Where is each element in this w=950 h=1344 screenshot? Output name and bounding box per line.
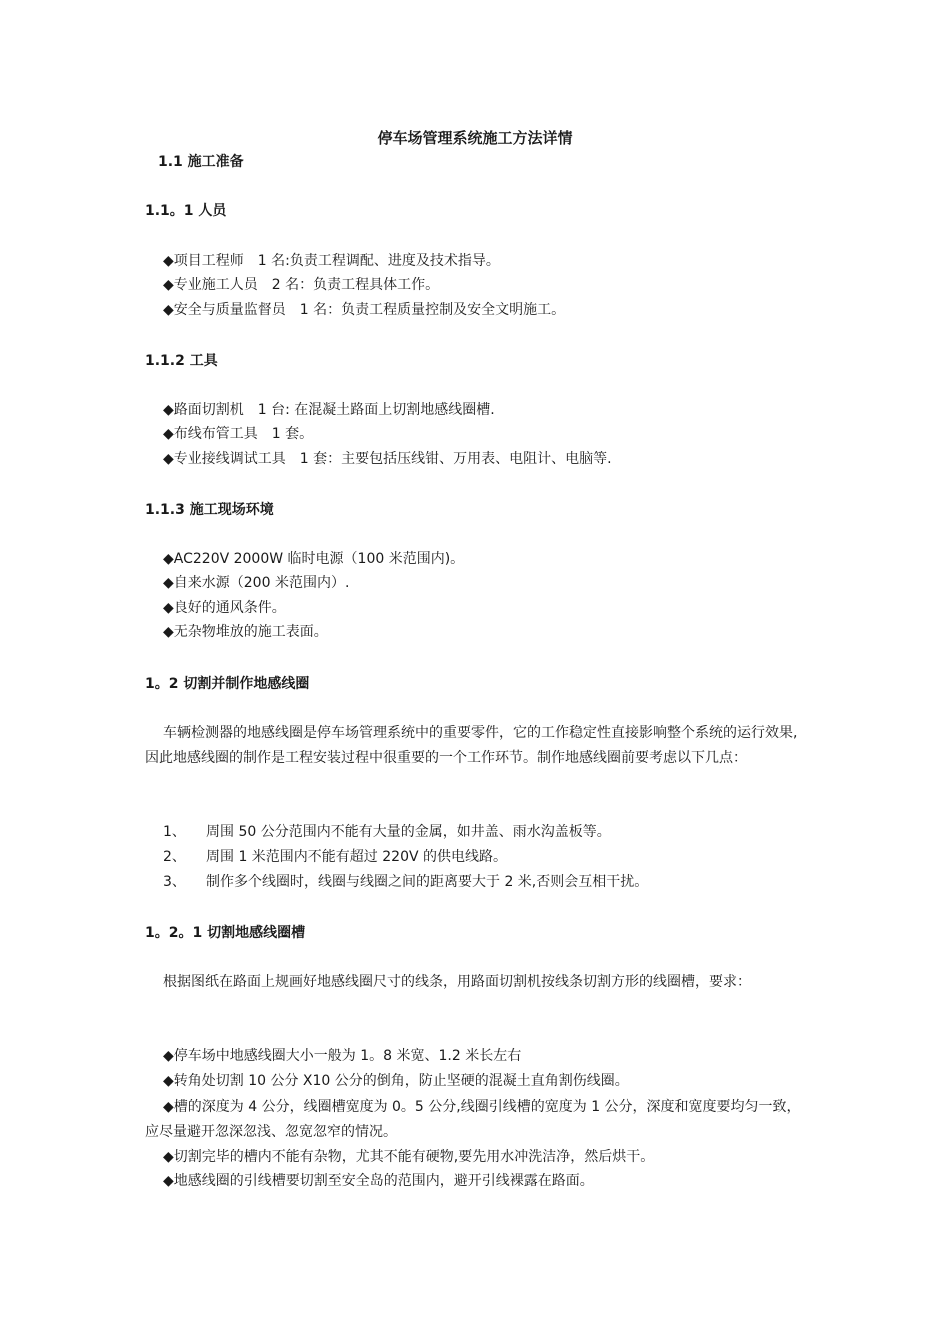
numbered-point: [163, 846, 507, 868]
document-title: 停车场管理系统施工方法详情: [377, 129, 573, 147]
env-item: ◆AC220V 2000W 临时电源（100 米范围内)。: [163, 551, 465, 567]
point-text: 制作多个线圈时，线圈与线圈之间的距离要大于 2 米,否则会互相干扰。: [206, 874, 649, 890]
heading-1-1-2: 1.1.2 工具: [145, 353, 218, 369]
heading-1-1-3: 1.1.3 施工现场环境: [145, 502, 274, 518]
numbered-point: [163, 821, 611, 843]
paragraph-1-2-1: 根据图纸在路面上规画好地感线圈尺寸的线条，用路面切割机按线条切割方形的线圈槽，要求：: [163, 974, 751, 990]
requirement-item: ◆切割完毕的槽内不能有杂物，尤其不能有硬物,要先用水冲洗洁净，然后烘干。: [163, 1149, 655, 1165]
point-number: 1、: [163, 824, 186, 840]
point-text: 周围 1 米范围内不能有超过 220V 的供电线路。: [206, 849, 508, 865]
point-number: 2、: [163, 849, 186, 865]
tool-item: ◆专业接线调试工具 1 套：主要包括压线钳、万用表、电阻计、电脑等.: [163, 451, 612, 467]
requirement-item: ◆转角处切割 10 公分 X10 公分的倒角，防止坚硬的混凝土直角割伤线圈。: [163, 1073, 629, 1089]
tool-item: ◆布线布管工具 1 套。: [163, 426, 314, 442]
point-number: 3、: [163, 874, 186, 890]
tool-item: ◆路面切割机 1 台: 在混凝土路面上切割地感线圈槽.: [163, 402, 495, 418]
numbered-point: [163, 871, 648, 893]
heading-1-2: 1。2 切割并制作地感线圈: [145, 676, 310, 692]
heading-1-1: 1.1 施工准备: [158, 154, 244, 170]
people-item: ◆安全与质量监督员 1 名：负责工程质量控制及安全文明施工。: [163, 302, 566, 318]
env-item: ◆自来水源（200 米范围内）.: [163, 575, 350, 591]
people-item: ◆项目工程师 1 名:负责工程调配、进度及技术指导。: [163, 253, 500, 269]
point-text: 周围 50 公分范围内不能有大量的金属，如井盖、雨水沟盖板等。: [206, 824, 611, 840]
requirement-item: ◆停车场中地感线圈大小一般为 1。8 米宽、1.2 米长左右: [163, 1048, 522, 1064]
requirement-item: ◆槽的深度为 4 公分，线圈槽宽度为 0。5 公分,线圈引线槽的宽度为 1 公分，深度和宽度要均匀一致，应尽量避开忽深忽浅、忽宽忽窄的情况。: [145, 1099, 801, 1140]
paragraph-1-2: 车辆检测器的地感线圈是停车场管理系统中的重要零件，它的工作稳定性直接影响整个系统的运行效果,因此地感线圈的制作是工程安装过程中很重要的一个工作环节。制作地感线圈前要考虑以下几点：: [145, 725, 798, 766]
env-item: ◆良好的通风条件。: [163, 600, 286, 616]
env-item: ◆无杂物堆放的施工表面。: [163, 624, 328, 640]
heading-1-2-1: 1。2。1 切割地感线圈槽: [145, 925, 306, 941]
requirement-item: ◆地感线圈的引线槽要切割至安全岛的范围内，避开引线裸露在路面。: [163, 1173, 594, 1189]
heading-1-1-1: 1.1。1 人员: [145, 203, 227, 219]
people-item: ◆专业施工人员 2 名：负责工程具体工作。: [163, 277, 440, 293]
